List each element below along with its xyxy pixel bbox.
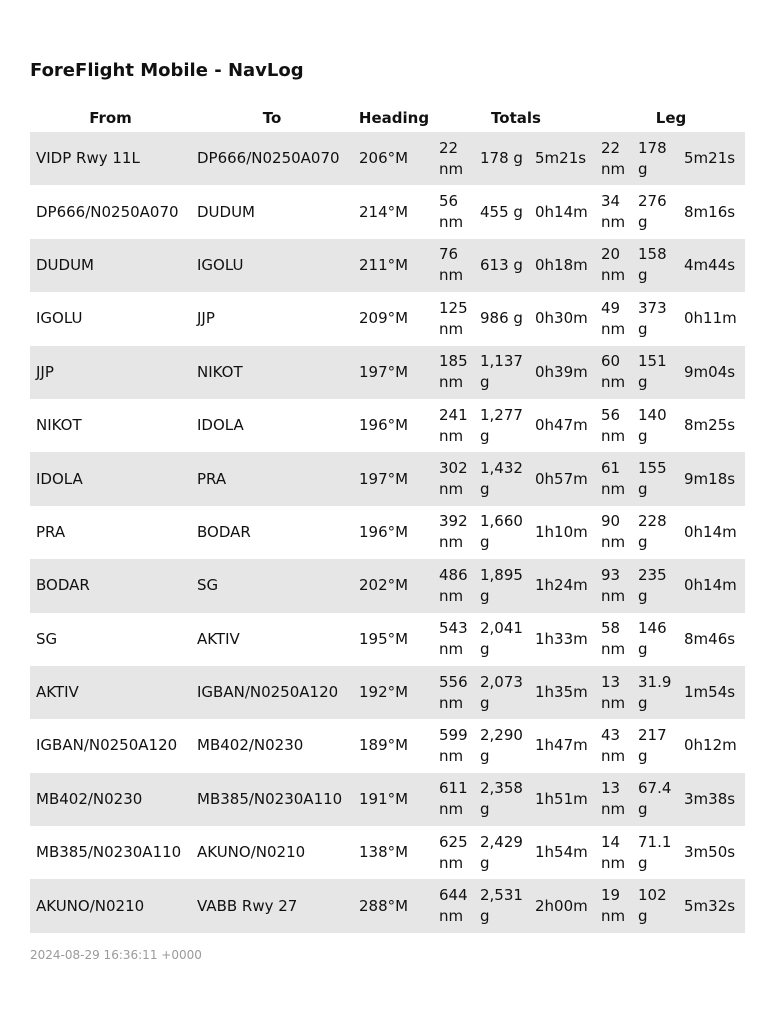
cell-total-distance: 185 nm: [435, 346, 476, 399]
cell-total-time: 2h00m: [531, 879, 597, 932]
cell-total-fuel: 986 g: [476, 292, 531, 345]
cell-leg-distance: 14 nm: [597, 826, 634, 879]
cell-leg-time: 0h14m: [680, 506, 745, 559]
cell-heading: 214°M: [353, 185, 435, 238]
cell-heading: 196°M: [353, 399, 435, 452]
cell-from: VIDP Rwy 11L: [30, 132, 191, 185]
header-row: [30, 104, 745, 132]
page-title: ForeFlight Mobile - NavLog: [30, 60, 304, 81]
cell-leg-fuel: 155 g: [634, 452, 680, 505]
cell-heading: 138°M: [353, 826, 435, 879]
cell-leg-time: 3m38s: [680, 773, 745, 826]
cell-to: NIKOT: [191, 346, 353, 399]
header-from: From: [89, 109, 132, 127]
cell-heading: 189°M: [353, 719, 435, 772]
cell-total-distance: 625 nm: [435, 826, 476, 879]
cell-leg-fuel: 217 g: [634, 719, 680, 772]
cell-leg-time: 5m21s: [680, 132, 745, 185]
cell-leg-distance: 19 nm: [597, 879, 634, 932]
cell-leg-fuel: 146 g: [634, 613, 680, 666]
cell-total-time: 5m21s: [531, 132, 597, 185]
cell-total-time: 0h57m: [531, 452, 597, 505]
cell-total-time: 0h47m: [531, 399, 597, 452]
cell-leg-distance: 90 nm: [597, 506, 634, 559]
cell-to: MB385/N0230A110: [191, 773, 353, 826]
cell-leg-fuel: 235 g: [634, 559, 680, 612]
table-row: [30, 239, 745, 292]
cell-from: MB385/N0230A110: [30, 826, 191, 879]
cell-leg-time: 4m44s: [680, 239, 745, 292]
cell-total-time: 1h33m: [531, 613, 597, 666]
cell-leg-fuel: 158 g: [634, 239, 680, 292]
cell-leg-time: 1m54s: [680, 666, 745, 719]
header-leg: Leg: [655, 109, 687, 127]
cell-leg-time: 8m25s: [680, 399, 745, 452]
cell-to: DUDUM: [191, 185, 353, 238]
table-row: [30, 185, 745, 238]
cell-heading: 192°M: [353, 666, 435, 719]
cell-to: AKTIV: [191, 613, 353, 666]
cell-total-fuel: 178 g: [476, 132, 531, 185]
cell-total-time: 1h47m: [531, 719, 597, 772]
table-row: [30, 773, 745, 826]
cell-total-fuel: 2,429 g: [476, 826, 531, 879]
cell-from: BODAR: [30, 559, 191, 612]
cell-total-fuel: 455 g: [476, 185, 531, 238]
cell-heading: 195°M: [353, 613, 435, 666]
cell-from: MB402/N0230: [30, 773, 191, 826]
cell-leg-time: 9m04s: [680, 346, 745, 399]
cell-total-distance: 56 nm: [435, 185, 476, 238]
cell-total-distance: 644 nm: [435, 879, 476, 932]
cell-total-fuel: 2,531 g: [476, 879, 531, 932]
cell-leg-time: 0h11m: [680, 292, 745, 345]
cell-total-distance: 486 nm: [435, 559, 476, 612]
table-row: [30, 132, 745, 185]
table-row: [30, 399, 745, 452]
cell-from: IGOLU: [30, 292, 191, 345]
table-row: [30, 613, 745, 666]
cell-total-distance: 392 nm: [435, 506, 476, 559]
cell-heading: 202°M: [353, 559, 435, 612]
cell-leg-fuel: 31.9 g: [634, 666, 680, 719]
cell-leg-fuel: 67.4 g: [634, 773, 680, 826]
cell-leg-time: 0h12m: [680, 719, 745, 772]
cell-total-distance: 241 nm: [435, 399, 476, 452]
cell-leg-distance: 13 nm: [597, 773, 634, 826]
cell-heading: 197°M: [353, 452, 435, 505]
cell-total-distance: 611 nm: [435, 773, 476, 826]
cell-total-fuel: 2,290 g: [476, 719, 531, 772]
cell-from: JJP: [30, 346, 191, 399]
cell-leg-fuel: 228 g: [634, 506, 680, 559]
cell-total-fuel: 2,358 g: [476, 773, 531, 826]
cell-from: NIKOT: [30, 399, 191, 452]
cell-to: DP666/N0250A070: [191, 132, 353, 185]
cell-leg-distance: 58 nm: [597, 613, 634, 666]
cell-from: SG: [30, 613, 191, 666]
cell-leg-fuel: 178 g: [634, 132, 680, 185]
navlog-body: [30, 132, 745, 933]
cell-heading: 211°M: [353, 239, 435, 292]
cell-to: BODAR: [191, 506, 353, 559]
cell-to: IGBAN/N0250A120: [191, 666, 353, 719]
cell-total-fuel: 2,073 g: [476, 666, 531, 719]
cell-total-time: 0h18m: [531, 239, 597, 292]
table-row: [30, 506, 745, 559]
cell-leg-fuel: 373 g: [634, 292, 680, 345]
table-row: [30, 346, 745, 399]
cell-to: AKUNO/N0210: [191, 826, 353, 879]
cell-heading: 288°M: [353, 879, 435, 932]
table-row: [30, 719, 745, 772]
cell-leg-fuel: 151 g: [634, 346, 680, 399]
cell-total-time: 0h39m: [531, 346, 597, 399]
cell-total-fuel: 1,895 g: [476, 559, 531, 612]
header-to: To: [262, 109, 282, 127]
cell-leg-distance: 93 nm: [597, 559, 634, 612]
cell-leg-time: 8m46s: [680, 613, 745, 666]
cell-total-fuel: 1,660 g: [476, 506, 531, 559]
table-row: [30, 666, 745, 719]
cell-total-fuel: 1,277 g: [476, 399, 531, 452]
cell-leg-distance: 34 nm: [597, 185, 634, 238]
cell-leg-time: 5m32s: [680, 879, 745, 932]
cell-from: DUDUM: [30, 239, 191, 292]
header-totals: Totals: [491, 109, 541, 127]
cell-to: SG: [191, 559, 353, 612]
cell-total-time: 0h14m: [531, 185, 597, 238]
cell-total-distance: 599 nm: [435, 719, 476, 772]
cell-leg-time: 8m16s: [680, 185, 745, 238]
navlog-table: [30, 104, 745, 933]
cell-heading: 191°M: [353, 773, 435, 826]
cell-leg-fuel: 71.1 g: [634, 826, 680, 879]
cell-from: DP666/N0250A070: [30, 185, 191, 238]
cell-total-time: 0h30m: [531, 292, 597, 345]
cell-leg-fuel: 140 g: [634, 399, 680, 452]
cell-to: PRA: [191, 452, 353, 505]
cell-to: MB402/N0230: [191, 719, 353, 772]
cell-total-distance: 302 nm: [435, 452, 476, 505]
table-row: [30, 452, 745, 505]
cell-total-distance: 22 nm: [435, 132, 476, 185]
cell-to: IGOLU: [191, 239, 353, 292]
footer-timestamp: 2024-08-29 16:36:11 +0000: [30, 948, 202, 962]
cell-heading: 209°M: [353, 292, 435, 345]
cell-from: IGBAN/N0250A120: [30, 719, 191, 772]
cell-heading: 196°M: [353, 506, 435, 559]
cell-leg-time: 0h14m: [680, 559, 745, 612]
cell-from: IDOLA: [30, 452, 191, 505]
cell-total-fuel: 2,041 g: [476, 613, 531, 666]
cell-leg-distance: 20 nm: [597, 239, 634, 292]
cell-total-fuel: 613 g: [476, 239, 531, 292]
table-row: [30, 292, 745, 345]
cell-total-time: 1h10m: [531, 506, 597, 559]
cell-to: IDOLA: [191, 399, 353, 452]
cell-total-distance: 76 nm: [435, 239, 476, 292]
cell-from: AKUNO/N0210: [30, 879, 191, 932]
table-row: [30, 559, 745, 612]
header-heading: Heading: [358, 109, 430, 127]
cell-leg-distance: 60 nm: [597, 346, 634, 399]
cell-total-fuel: 1,432 g: [476, 452, 531, 505]
table-row: [30, 879, 745, 932]
cell-total-time: 1h24m: [531, 559, 597, 612]
cell-leg-distance: 49 nm: [597, 292, 634, 345]
cell-leg-distance: 43 nm: [597, 719, 634, 772]
cell-total-fuel: 1,137 g: [476, 346, 531, 399]
cell-from: PRA: [30, 506, 191, 559]
cell-total-time: 1h54m: [531, 826, 597, 879]
cell-total-distance: 125 nm: [435, 292, 476, 345]
cell-leg-fuel: 102 g: [634, 879, 680, 932]
cell-leg-distance: 22 nm: [597, 132, 634, 185]
cell-total-time: 1h35m: [531, 666, 597, 719]
table-row: [30, 826, 745, 879]
cell-leg-time: 9m18s: [680, 452, 745, 505]
cell-heading: 197°M: [353, 346, 435, 399]
cell-leg-distance: 56 nm: [597, 399, 634, 452]
cell-leg-distance: 61 nm: [597, 452, 634, 505]
cell-leg-time: 3m50s: [680, 826, 745, 879]
cell-total-time: 1h51m: [531, 773, 597, 826]
cell-total-distance: 543 nm: [435, 613, 476, 666]
cell-total-distance: 556 nm: [435, 666, 476, 719]
cell-leg-fuel: 276 g: [634, 185, 680, 238]
cell-from: AKTIV: [30, 666, 191, 719]
cell-to: VABB Rwy 27: [191, 879, 353, 932]
cell-to: JJP: [191, 292, 353, 345]
cell-heading: 206°M: [353, 132, 435, 185]
cell-leg-distance: 13 nm: [597, 666, 634, 719]
